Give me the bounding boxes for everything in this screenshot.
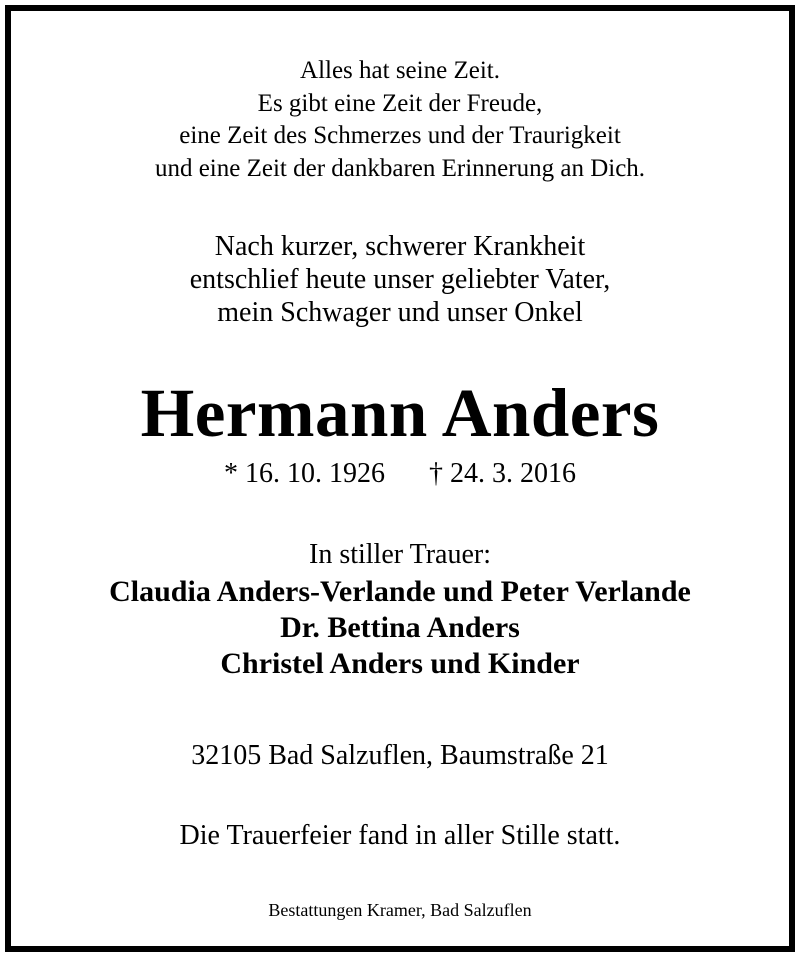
undertaker: Bestattungen Kramer, Bad Salzuflen	[268, 900, 532, 920]
mourning-label: In stiller Trauer:	[309, 539, 491, 570]
mourners-list	[11, 574, 789, 682]
birth-date: * 16. 10. 1926	[224, 458, 385, 489]
death-date: † 24. 3. 2016	[429, 458, 576, 489]
mourner: Dr. Bettina Anders	[280, 611, 520, 644]
address: 32105 Bad Salzuflen, Baumstraße 21	[191, 740, 609, 771]
obituary-notice	[5, 5, 795, 952]
poem-line: eine Zeit des Schmerzes und der Traurigkeit	[179, 122, 621, 149]
intro-text	[11, 230, 789, 329]
funeral-note: Die Trauerfeier fand in aller Stille statt.	[179, 820, 621, 851]
poem	[11, 55, 789, 185]
mourner: Claudia Anders-Verlande und Peter Verlande	[109, 575, 691, 608]
poem-line: und eine Zeit der dankbaren Erinnerung an Dich.	[154, 154, 646, 182]
poem-line: Alles hat seine Zeit.	[300, 57, 500, 84]
deceased-name: Hermann Anders	[140, 375, 660, 451]
poem-line: Es gibt eine Zeit der Freude,	[257, 89, 543, 117]
intro-line: mein Schwager und unser Onkel	[217, 297, 583, 328]
intro-line: entschlief heute unser geliebter Vater,	[189, 264, 611, 295]
intro-line: Nach kurzer, schwerer Krankheit	[214, 231, 586, 262]
mourner: Christel Anders und Kinder	[220, 647, 580, 680]
life-dates	[11, 457, 789, 491]
